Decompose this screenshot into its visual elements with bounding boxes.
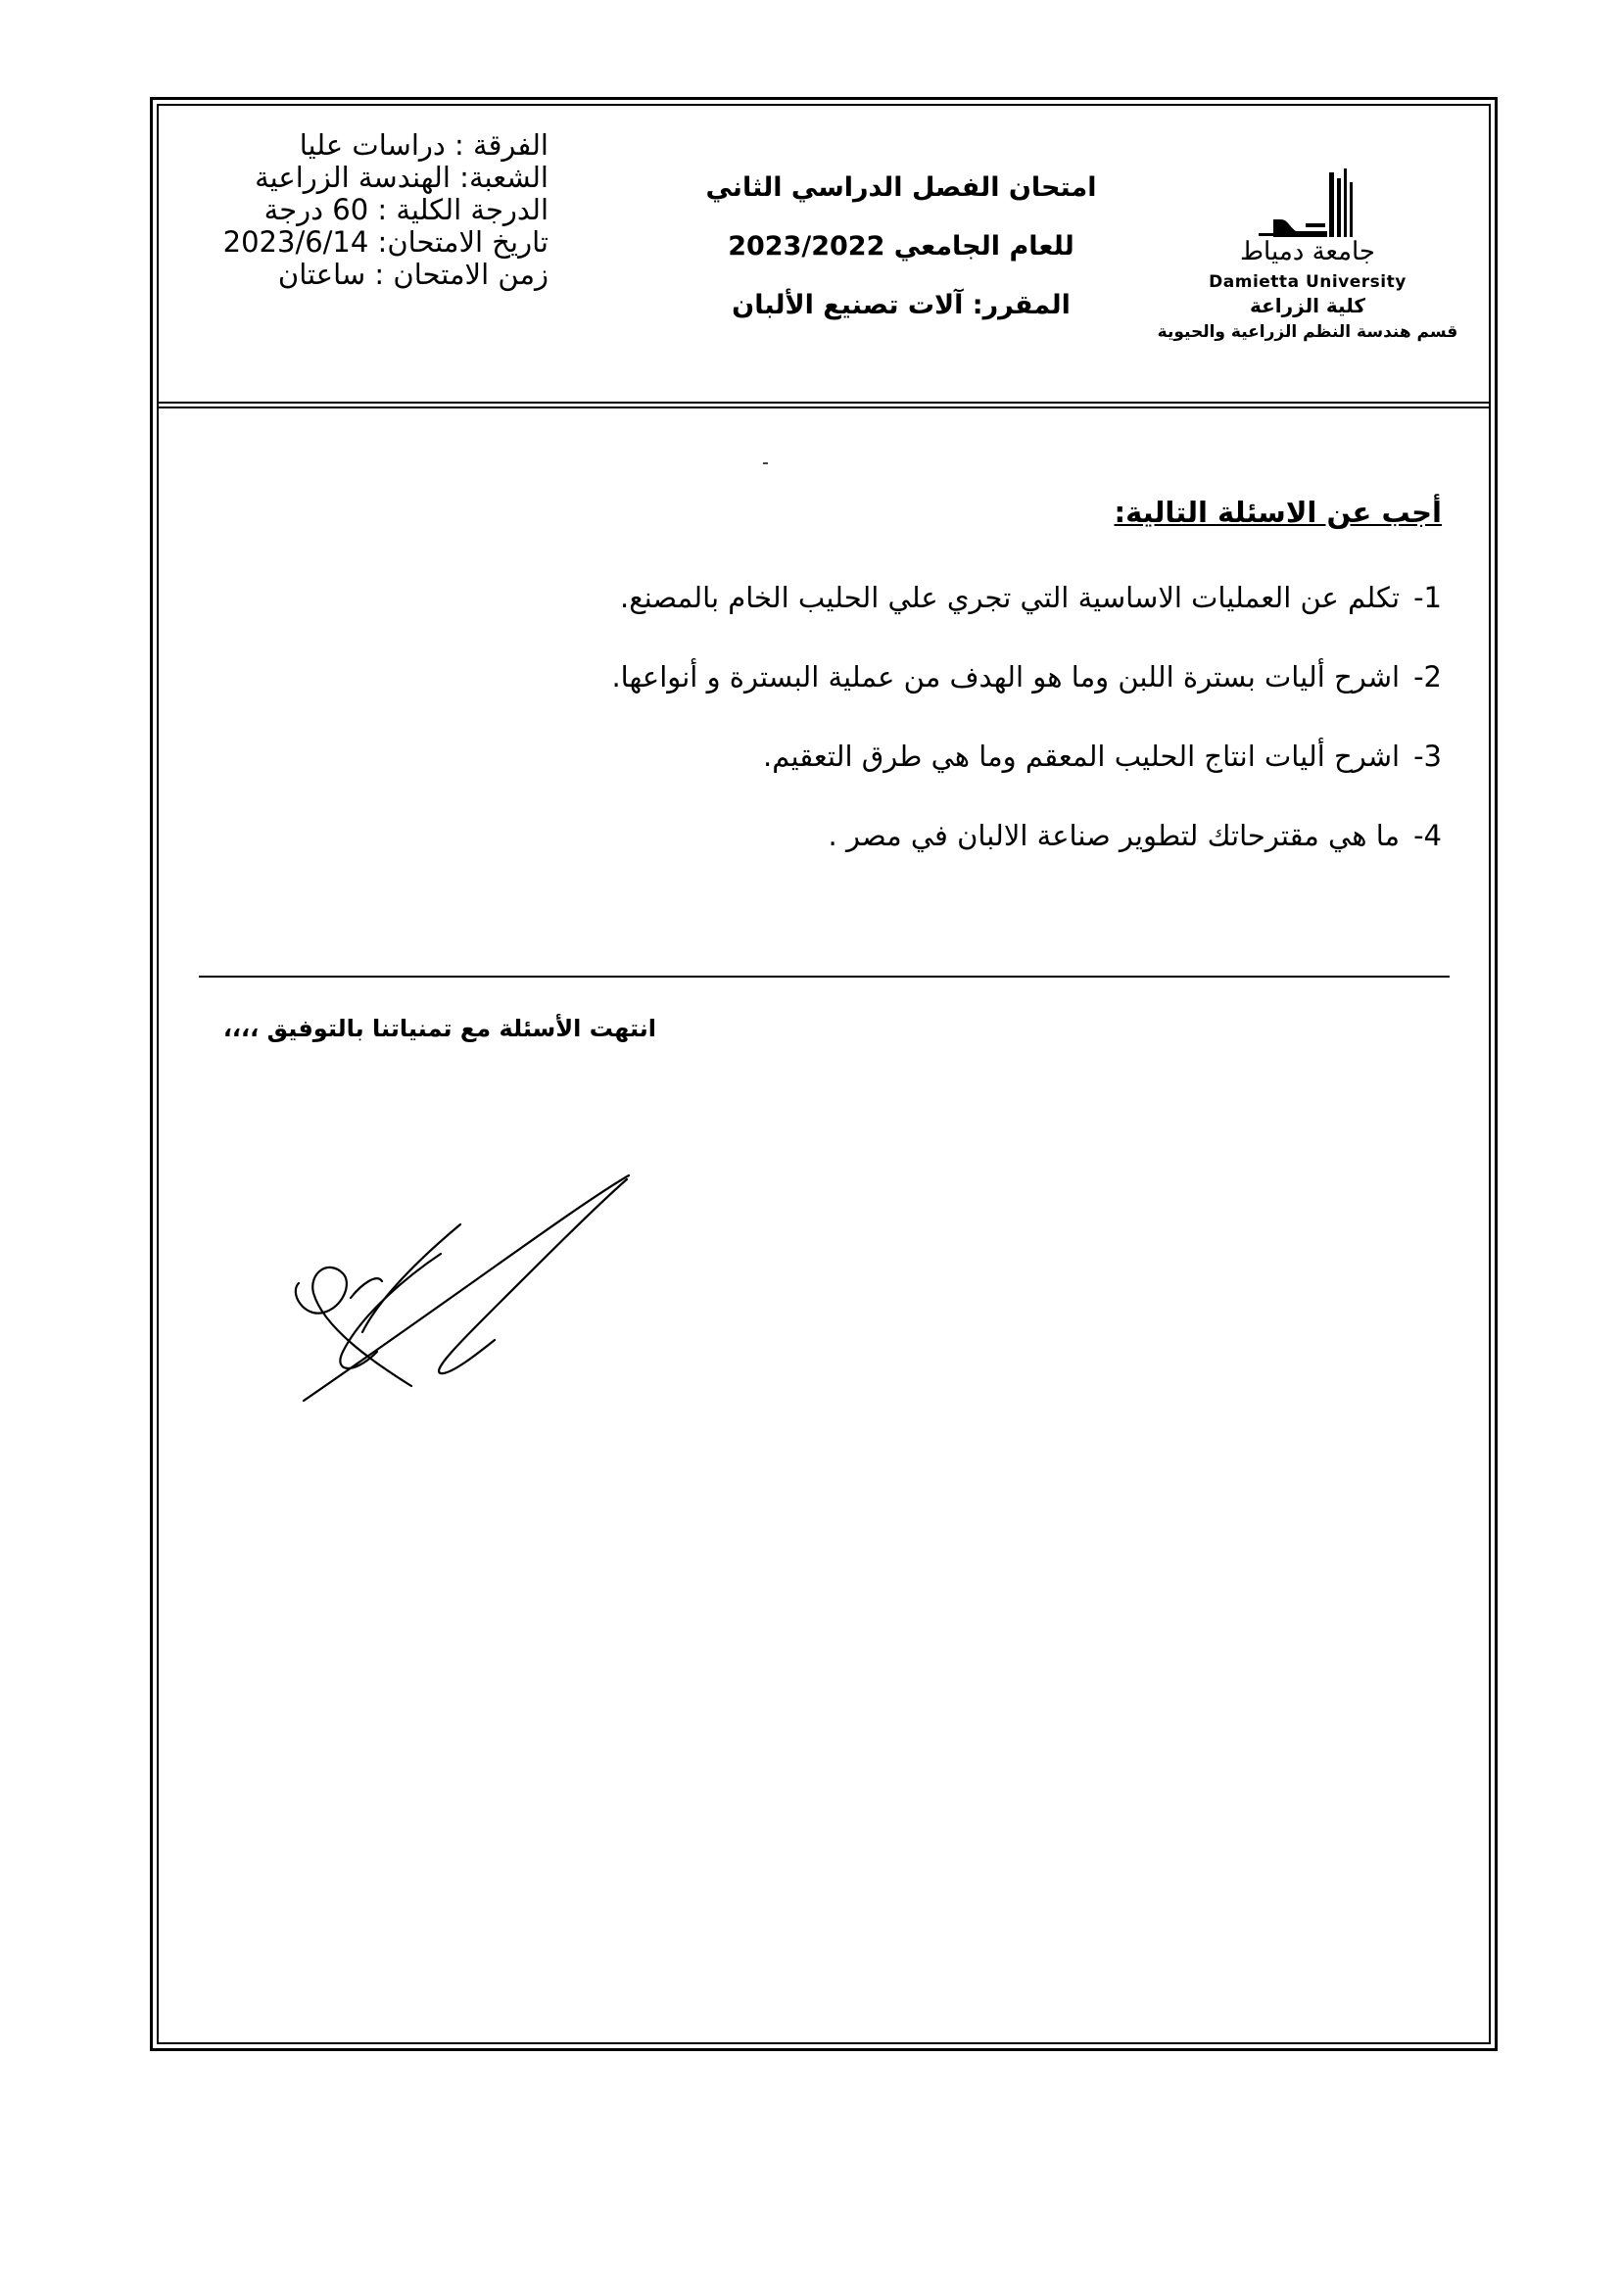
university-logo [1136,168,1479,355]
university-name-en: Damietta University [1209,272,1407,292]
question-item [501,737,1442,816]
scan-speck [763,462,768,464]
question-item [501,578,1442,657]
question-item [501,816,1442,895]
question-text: اشرح أليات انتاج الحليب المعقم وما هي طرق التعقيم. [762,740,1401,773]
instruction-heading: أجب عن الاسئلة التالية: [1114,496,1442,529]
department-name: قسم هندسة النظم الزراعية والحيوية [1157,322,1458,342]
question-text: ما هي مقترحاتك لتطوير صناعة الالبان في مصر . [828,819,1401,852]
faculty-name: كلية الزراعة [1249,294,1366,317]
question-item [501,657,1442,737]
exam-duration: زمن الامتحان : ساعتان [277,258,549,291]
course-name: المقرر: آلات تصنيع الألبان [732,290,1071,320]
question-number: 3- [1413,740,1442,773]
exam-level: الفرقة : دراسات عليا [299,128,549,162]
exam-info [206,129,549,291]
page-border-inner [157,104,1491,2044]
exam-title: امتحان الفصل الدراسي الثاني [705,172,1097,203]
exam-date: تاريخ الامتحان: 2023/6/14 [222,225,549,259]
university-emblem-icon [1219,168,1386,247]
question-list [501,578,1442,895]
academic-year: للعام الجامعي 2023/2022 [728,231,1074,262]
question-text: اشرح أليات بسترة اللبن وما هو الهدف من عملية البسترة و أنواعها. [611,660,1401,694]
signature-icon [284,1166,646,1411]
exam-title-block [686,168,1117,345]
question-number: 2- [1413,660,1442,694]
header-divider [157,402,1491,408]
question-number: 4- [1413,819,1442,852]
question-text: تكلم عن العمليات الاساسية التي تجري علي الحليب الخام بالمصنع. [619,581,1401,614]
exam-division: الشعبة: الهندسة الزراعية [255,161,549,194]
body-divider [199,976,1450,978]
exam-total-marks: الدرجة الكلية : 60 درجة [263,193,549,226]
university-name-ar: جامعة دمياط [1240,237,1375,266]
question-number: 1- [1413,581,1442,614]
closing-note: انتهت الأسئلة مع تمنياتنا بالتوفيق ،،،، [222,1015,656,1042]
